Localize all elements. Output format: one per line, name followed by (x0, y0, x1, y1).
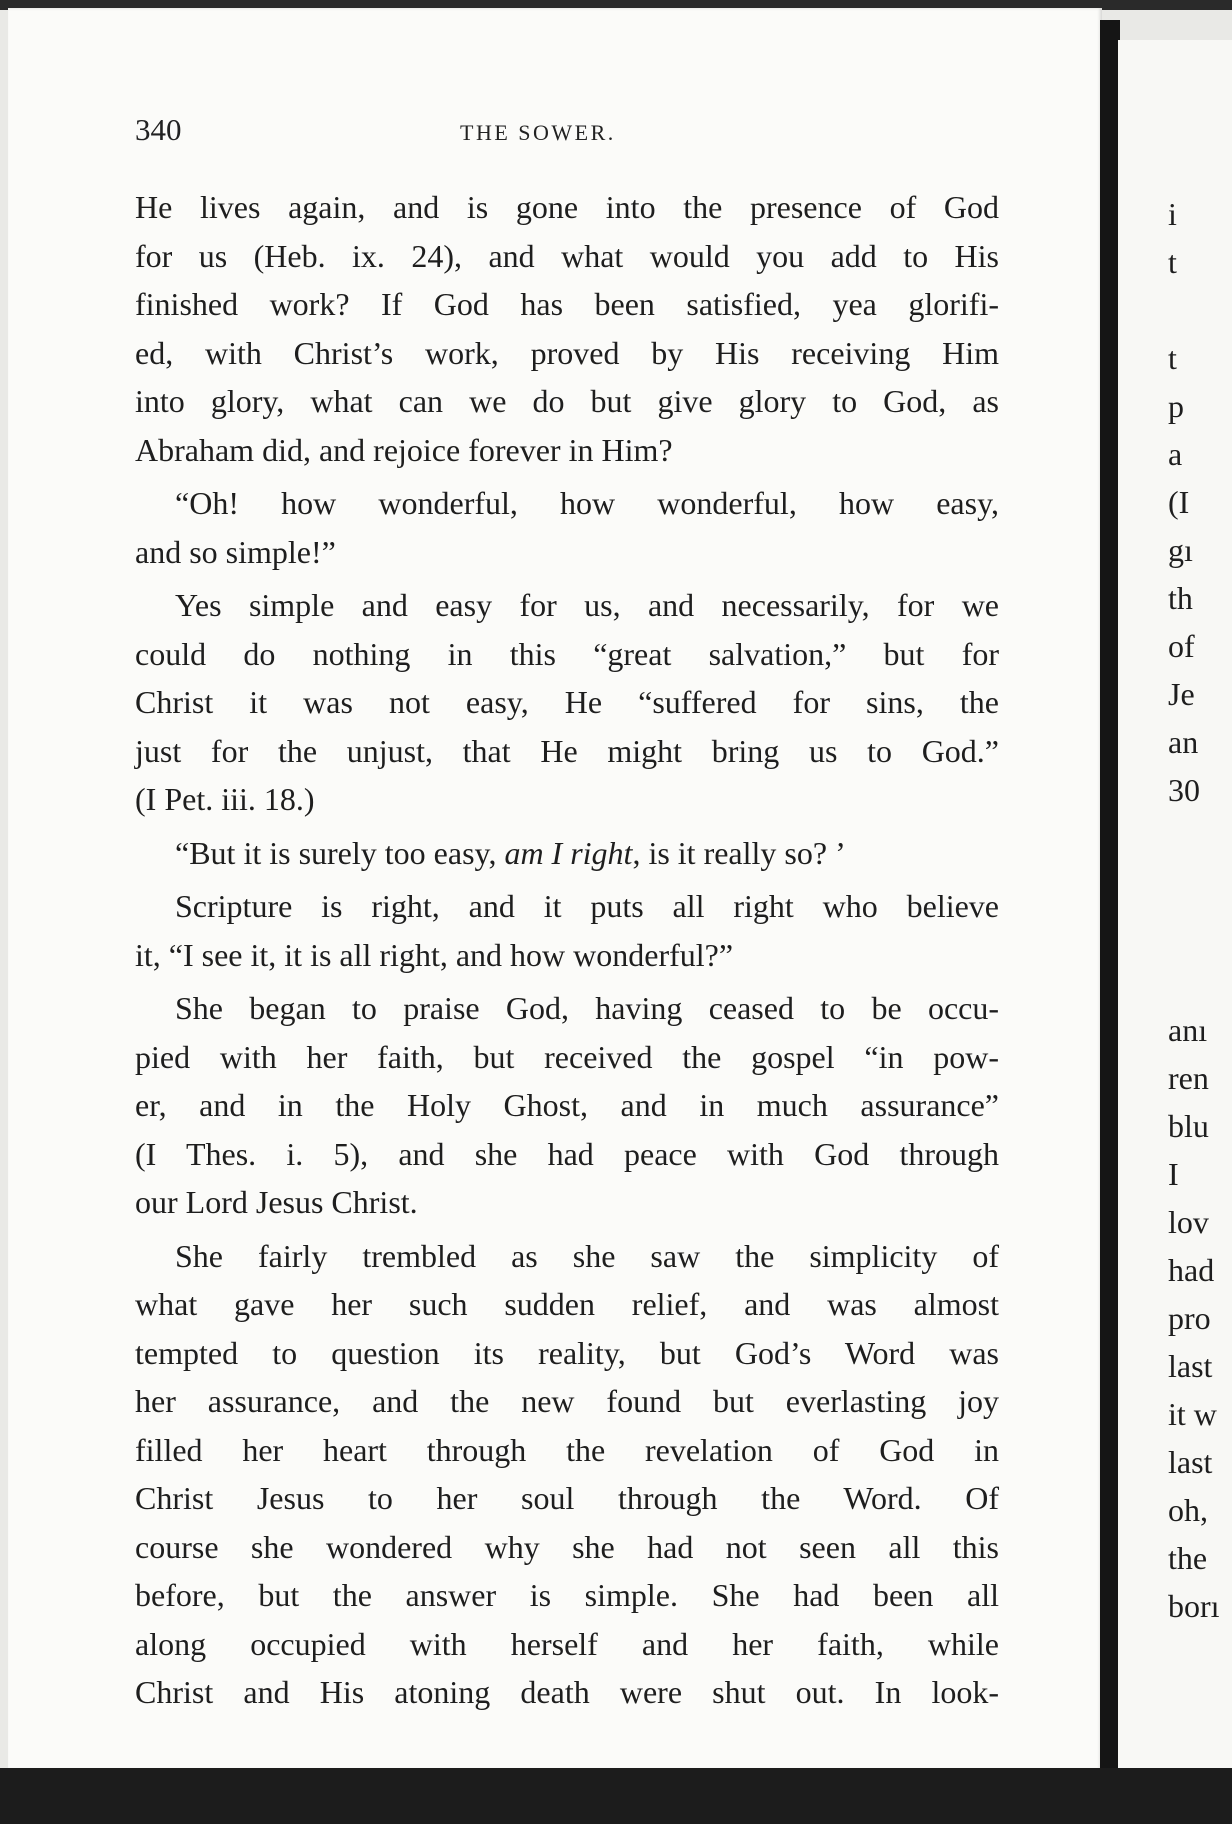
facing-fragment: I (1168, 1156, 1179, 1192)
query-line-italic: am I right (504, 834, 633, 871)
scan-bottom-border (0, 1768, 1232, 1824)
facing-fragment: last (1168, 1348, 1213, 1384)
facing-fragment: of (1168, 628, 1195, 664)
facing-fragment: anı (1168, 1012, 1208, 1048)
facing-fragment: borı (1168, 1588, 1220, 1624)
text-line: tempted to question its reality, but God’s Word was (135, 1334, 999, 1371)
facing-fragment: an (1168, 724, 1199, 760)
facing-fragment (1168, 910, 1232, 958)
facing-fragment: i (1168, 196, 1177, 232)
text-line: finished work? If God has been satisfied, yea glorifi- (135, 286, 999, 322)
facing-fragment: the (1168, 1540, 1208, 1576)
text-line: just for the unjust, that He might bring us to God.” (135, 732, 999, 769)
text-line: She fairly trembled as she saw the simplicity of (175, 1237, 999, 1274)
facing-fragment: gı (1168, 532, 1193, 568)
text-line: filled her heart through the revelation of God in (135, 1431, 999, 1468)
text-line: She began to praise God, having ceased to be occu- (175, 990, 999, 1026)
facing-fragment: lov (1168, 1204, 1209, 1240)
facing-fragment: blu (1168, 1108, 1209, 1144)
query-line-end: , is it really so? ’ (632, 834, 846, 871)
facing-fragment: t (1168, 244, 1177, 280)
facing-fragment (1168, 958, 1232, 1006)
facing-page-fragments (1168, 190, 1232, 1630)
facing-fragment: ren (1168, 1060, 1209, 1096)
facing-fragment: it w (1168, 1396, 1217, 1432)
facing-fragment: t (1168, 340, 1177, 376)
query-line (135, 829, 999, 878)
facing-fragment: (I (1168, 484, 1190, 520)
text-line: He lives again, and is gone into the presence of God (135, 189, 999, 225)
text-line: pied with her faith, but received the gospel “in pow- (135, 1038, 999, 1075)
facing-fragment: a (1168, 436, 1183, 472)
text-line: for us (Heb. ix. 24), and what would you add to His (135, 237, 999, 274)
facing-fragment: 30 (1168, 772, 1200, 808)
facing-fragment: oh, (1168, 1492, 1208, 1528)
text-line: Christ it was not easy, He “suffered for sins, the (135, 684, 999, 720)
text-line: into glory, what can we do but give glory to God, as (135, 383, 999, 419)
facing-fragment: p (1168, 388, 1184, 424)
text-line: (I Pet. iii. 18.) (135, 781, 315, 817)
book-gutter (1100, 20, 1120, 1780)
text-line: ed, with Christ’s work, proved by His receiving Him (135, 334, 999, 371)
running-head: THE SOWER. (460, 120, 616, 145)
text-line: Scripture is right, and it puts all right who believe (175, 888, 999, 924)
text-line: what gave her such sudden relief, and was almost (135, 1286, 999, 1322)
text-line: before, but the answer is simple. She had been all (135, 1577, 999, 1613)
text-line: course she wondered why she had not seen all this (135, 1528, 999, 1565)
facing-fragment: had (1168, 1252, 1215, 1288)
text-line: could do nothing in this “great salvation,” but for (135, 635, 999, 672)
page-number: 340 (135, 112, 182, 147)
text-line: our Lord Jesus Christ. (135, 1184, 418, 1220)
facing-fragment: last (1168, 1444, 1213, 1480)
text-line: and so simple!” (135, 533, 336, 570)
text-line: Yes simple and easy for us, and necessarily, for we (175, 587, 999, 623)
text-line: “Oh! how wonderful, how wonderful, how easy, (175, 485, 999, 521)
text-line: Christ Jesus to her soul through the Word. Of (135, 1480, 999, 1516)
query-line-start: “But it is surely too easy, (175, 834, 505, 871)
text-line: Christ and His atoning death were shut out. In look- (135, 1674, 999, 1710)
text-line: it, “I see it, it is all right, and how wonderful?” (135, 936, 734, 973)
text-line: Abraham did, and rejoice forever in Him? (135, 431, 673, 468)
facing-fragment (1168, 862, 1232, 910)
text-line: er, and in the Holy Ghost, and in much assurance” (135, 1087, 999, 1123)
text-line: her assurance, and the new found but everlasting joy (135, 1383, 999, 1419)
page-body-text (135, 183, 999, 1717)
text-line: along occupied with herself and her faith, while (135, 1625, 999, 1662)
facing-fragment: th (1168, 580, 1193, 616)
facing-fragment (1168, 814, 1232, 862)
facing-fragment: Je (1168, 676, 1195, 712)
text-line: (I Thes. i. 5), and she had peace with God through (135, 1135, 999, 1172)
facing-fragment (1168, 286, 1232, 334)
facing-fragment: pro (1168, 1300, 1211, 1336)
